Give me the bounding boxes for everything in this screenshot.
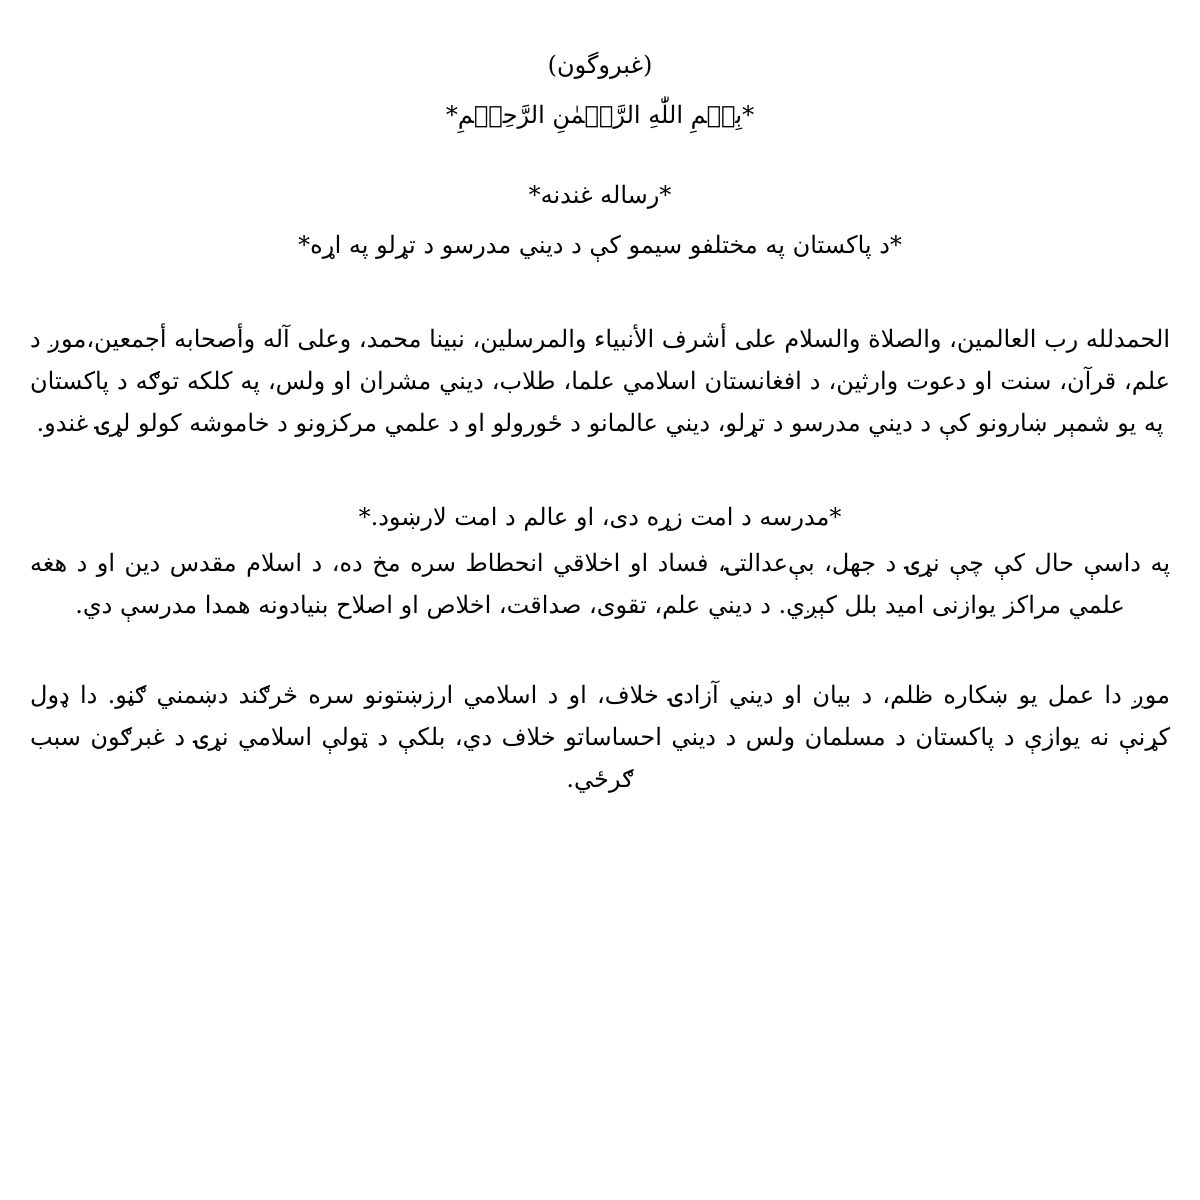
document-label: (غبروگون) xyxy=(547,51,653,79)
spacer xyxy=(30,444,1170,492)
spacer xyxy=(30,626,1170,674)
quote-heading: *مدرسه د امت زړه دی، او عالم د امت لارښود.* xyxy=(358,503,842,531)
intro-paragraph: الحمدلله رب العالمين، والصلاة والسلام على أشرف الأنبياء والمرسلين، نبينا محمد، وعلى آله وأصحابه أجمعين،موږ د علم، قرآن، سنت او دعوت وارثين، د افغانستان اسلامي علما، طلاب، ديني مشران او ولس، په کلکه توګه د پاکستان په يو شمېر ښارونو کې د ديني مدرسو د تړلو، ديني عالمانو د ځورولو او د علمي مرکزونو د خاموشه کولو لړۍ غندو. xyxy=(30,325,1171,437)
spacer xyxy=(30,270,1170,318)
quote-paragraph: په داسې حال کې چې نړۍ د جهل، بې‌عدالتۍ، فساد او اخلاقي انحطاط سره مخ ده، د اسلام مقدس دين او د هغه علمي مراکز يوازنی اميد بلل کېږي. د ديني علم، تقوی، صداقت، اخلاص او اصلاح بنيادونه همدا مدرسې دي. xyxy=(30,549,1170,619)
statement-title: *رساله غندنه* xyxy=(528,181,672,209)
conclusion-paragraph: موږ دا عمل يو ښکاره ظلم، د بيان او ديني آزادۍ خلاف، او د اسلامي ارزښتونو سره څرګند دښمني ګڼو. دا ډول کړنې نه يوازې د پاکستان د مسلمان ولس د ديني احساساتو خلاف دي، بلکې د ټولې اسلامي نړۍ د غبرګون سبب ګرځي. xyxy=(30,681,1171,793)
basmala: *بِسۡمِ اللّٰهِ الرَّحۡمٰنِ الرَّحِیۡمِ* xyxy=(445,101,755,129)
spacer xyxy=(30,140,1170,170)
statement-subtitle: *د پاکستان په مختلفو سيمو کې د ديني مدرسو د تړلو په اړه* xyxy=(298,231,902,259)
